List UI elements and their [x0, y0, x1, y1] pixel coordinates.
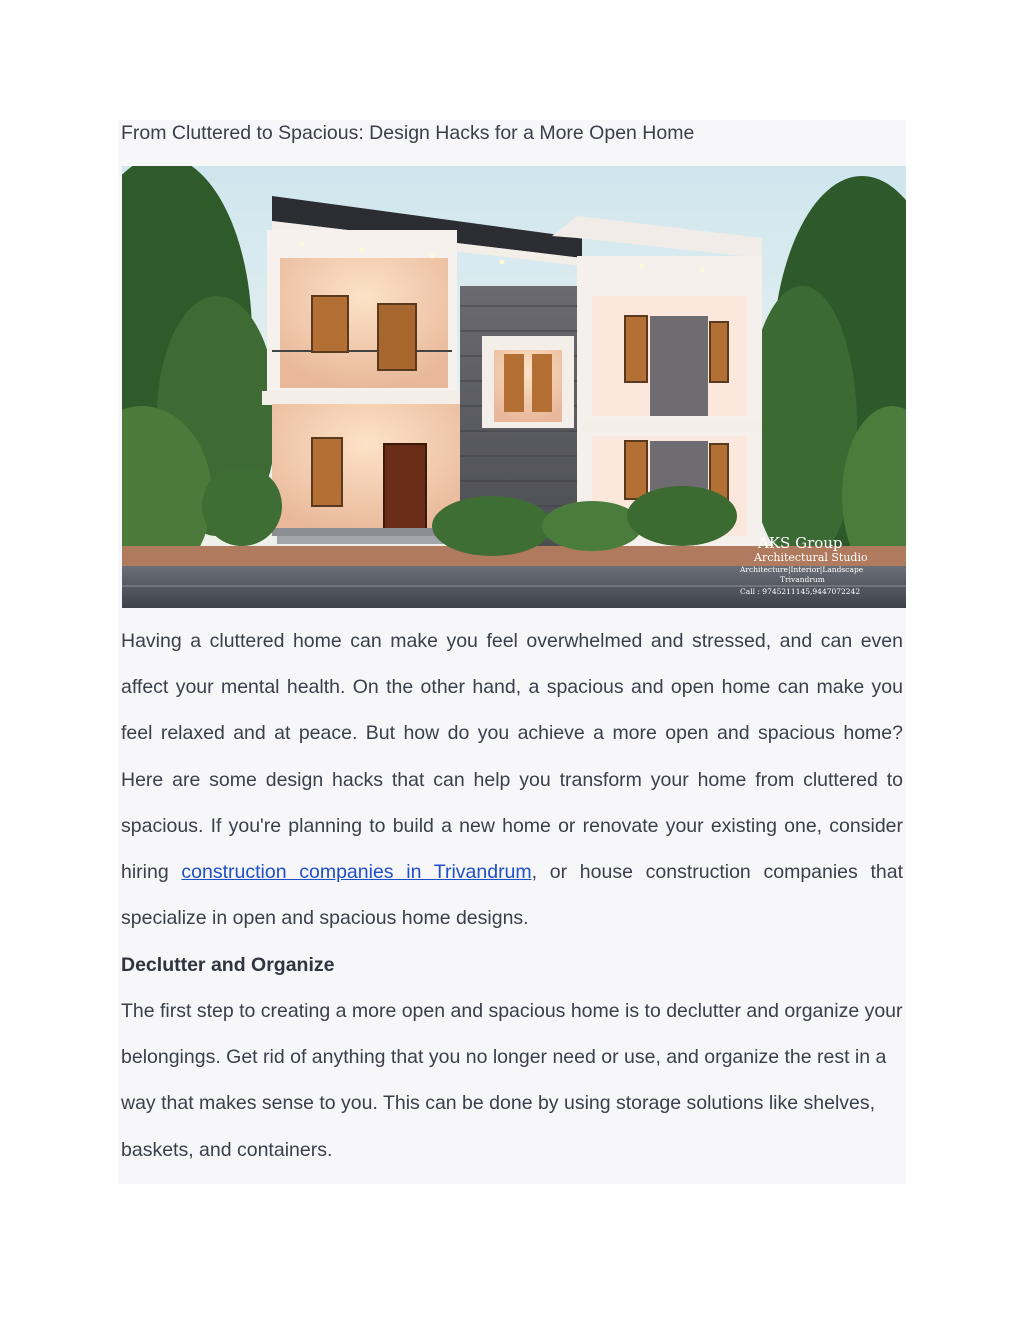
watermark-line-2: Architectural Studio [754, 551, 868, 564]
section-heading-declutter: Declutter and Organize [121, 954, 335, 976]
house-photo [122, 166, 906, 608]
article-content-block [118, 120, 906, 1184]
watermark-line-3: Architecture|Interior|Landscape [740, 565, 864, 574]
watermark-line-1: AKS Group [758, 534, 843, 552]
intro-paragraph [121, 618, 903, 941]
watermark-line-4: Trivandrum [780, 575, 825, 584]
intro-text-after-link: , or house construction companies that specialize in open and spacious home designs. [121, 861, 903, 930]
construction-companies-link[interactable]: construction companies in Trivandrum [181, 861, 532, 884]
declutter-paragraph: The first step to creating a more open and spacious home is to declutter and organize your belongings. Get rid of anything that you no longer need or use, and organize the rest in a way that makes sense to you. This can be done by using storage solutions like shelves, baskets, and containers. [121, 1000, 903, 1161]
article-title: From Cluttered to Spacious: Design Hacks for a More Open Home [121, 122, 695, 144]
intro-text-before-link: Having a cluttered home can make you feel overwhelmed and stressed, and can even affect your mental health. On the other hand, a spacious and open home can make you feel relaxed and at peace. But how do you achieve a more open and spacious home? Here are some design hacks that can help you transform your home from cluttered to spacious. If you're planning to build a new home or renovate your existing one, consider hiring [121, 630, 903, 884]
watermark-line-5: Call : 9745211145,9447072242 [740, 587, 861, 596]
